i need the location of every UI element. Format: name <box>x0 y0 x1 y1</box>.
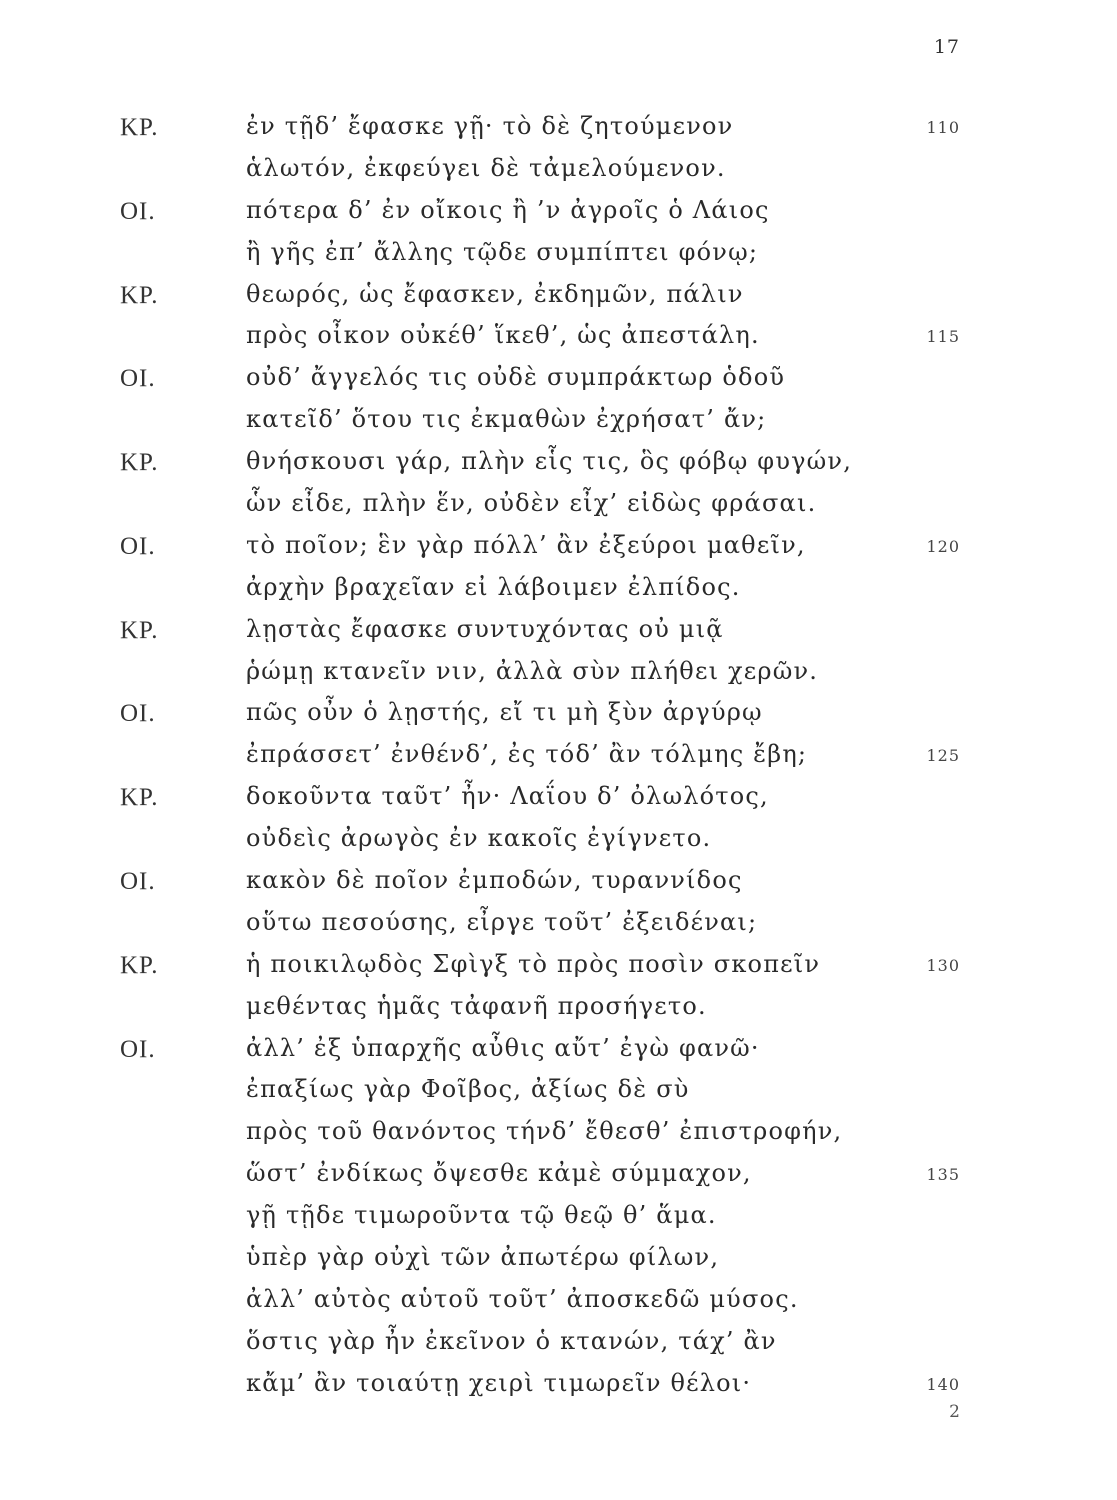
verse-line <box>0 196 1117 238</box>
verse-text: ἐπράσσετ’ ἐνθένδ’, ἐς τόδ’ ἂν τόλμης ἔβη; <box>246 740 808 769</box>
verse-text: ὥστ’ ἐνδίκως ὄψεσθε κἀμὲ σύμμαχον, <box>246 1159 752 1188</box>
verse-text: θνήσκουσι γάρ, πλὴν εἷς τις, ὃς φόβῳ φυγών, <box>246 447 853 476</box>
verse-text: ἢ γῆς ἐπ’ ἄλλης τῷδε συμπίπτει φόνῳ; <box>246 237 759 266</box>
verse-line <box>0 1159 1117 1201</box>
verse-line <box>0 657 1117 699</box>
line-number: 140 <box>926 1374 960 1394</box>
verse-text: μεθέντας ἡμᾶς τἀφανῆ προσήγετο. <box>246 991 707 1020</box>
verse-text: πρὸς οἶκον οὐκέθ’ ἵκεθ’, ὡς ἀπεστάλη. <box>246 321 760 350</box>
verse-text: κακὸν δὲ ποῖον ἐμποδών, τυραννίδος <box>246 866 743 895</box>
verse-line <box>0 112 1117 154</box>
speaker-label: ΚΡ. <box>120 449 159 477</box>
line-number: 125 <box>926 746 960 766</box>
verse-text: ἐπαξίως γὰρ Φοῖβος, ἀξίως δὲ σὺ <box>246 1075 690 1104</box>
verse-line <box>0 615 1117 657</box>
verse-text: θεωρός, ὡς ἔφασκεν, ἐκδημῶν, πάλιν <box>246 279 744 308</box>
folio-signature: 2 <box>949 1402 960 1422</box>
verse-text: οὐδ’ ἄγγελός τις οὐδὲ συμπράκτωρ ὁδοῦ <box>246 363 786 392</box>
verse-text: κἄμ’ ἂν τοιαύτῃ χειρὶ τιμωρεῖν θέλοι· <box>246 1368 752 1397</box>
verse-line <box>0 363 1117 405</box>
verse-text: ὧν εἶδε, πλὴν ἕν, οὐδὲν εἶχ’ εἰδὼς φράσαι. <box>246 489 817 518</box>
speaker-label: ΟΙ. <box>120 868 156 896</box>
speaker-label: ΚΡ. <box>120 114 159 141</box>
verse-line <box>0 1034 1117 1076</box>
line-number: 115 <box>926 327 960 347</box>
verse-text: γῇ τῇδε τιμωροῦντα τῷ θεῷ θ’ ἅμα. <box>246 1201 717 1230</box>
verse-text: ὅστις γὰρ ἦν ἐκεῖνον ὁ κτανών, τάχ’ ἂν <box>246 1326 777 1355</box>
line-number: 130 <box>926 955 960 975</box>
verse-text: ἀλλ’ αὐτὸς αὑτοῦ τοῦτ’ ἀποσκεδῶ μύσος. <box>246 1284 799 1313</box>
verse-line <box>0 280 1117 322</box>
verse-text: ῥώμῃ κτανεῖν νιν, ἀλλὰ σὺν πλήθει χερῶν. <box>246 656 819 685</box>
verse-line <box>0 405 1117 447</box>
verse-line <box>0 1243 1117 1285</box>
verse-text: ἁλωτόν, ἐκφεύγει δὲ τἀμελούμενον. <box>246 153 726 182</box>
page-number: 17 <box>933 36 960 58</box>
verse-line <box>0 1285 1117 1327</box>
verse-text: πότερα δ’ ἐν οἴκοις ἢ ’ν ἀγροῖς ὁ Λάιος <box>246 195 770 224</box>
verse-line <box>0 698 1117 740</box>
verse-text: πρὸς τοῦ θανόντος τήνδ’ ἔθεσθ’ ἐπιστροφήν, <box>246 1117 843 1146</box>
verse-line <box>0 1117 1117 1159</box>
line-number: 110 <box>926 118 960 137</box>
verse-text: πῶς οὖν ὁ λῃστής, εἴ τι μὴ ξὺν ἀργύρῳ <box>246 698 763 727</box>
verse-line <box>0 824 1117 866</box>
verse-text: τὸ ποῖον; ἓν γὰρ πόλλ’ ἂν ἐξεύροι μαθεῖν, <box>246 530 806 559</box>
verse-text: ἡ ποικιλῳδὸς Σφὶγξ τὸ πρὸς ποσὶν σκοπεῖν <box>246 949 821 978</box>
speaker-label: ΟΙ. <box>120 1035 156 1063</box>
verse-line <box>0 238 1117 280</box>
verse-line <box>0 992 1117 1034</box>
verse-line <box>0 1075 1117 1117</box>
verse-block <box>0 112 1117 1411</box>
verse-line <box>0 782 1117 824</box>
verse-text: οὕτω πεσούσης, εἶργε τοῦτ’ ἐξειδέναι; <box>246 907 758 936</box>
verse-line <box>0 573 1117 615</box>
speaker-label: ΚΡ. <box>120 616 159 644</box>
line-number: 120 <box>926 536 960 556</box>
verse-text: κατεῖδ’ ὅτου τις ἐκμαθὼν ἐχρήσατ’ ἄν; <box>246 405 767 434</box>
verse-line <box>0 321 1117 363</box>
verse-text: ὑπὲρ γὰρ οὐχὶ τῶν ἀπωτέρω φίλων, <box>246 1243 720 1272</box>
verse-line <box>0 531 1117 573</box>
speaker-label: ΚΡ. <box>120 784 159 812</box>
speaker-label: ΟΙ. <box>120 532 156 560</box>
verse-line <box>0 866 1117 908</box>
speaker-label: ΚΡ. <box>120 951 159 979</box>
verse-text: ἀλλ’ ἐξ ὑπαρχῆς αὖθις αὔτ’ ἐγὼ φανῶ· <box>246 1033 760 1062</box>
verse-text: ἐν τῇδ’ ἔφασκε γῇ· τὸ δὲ ζητούμενον <box>246 112 734 140</box>
verse-line <box>0 908 1117 950</box>
verse-text: δοκοῦντα ταῦτ’ ἦν· Λαΐου δ’ ὀλωλότος, <box>246 782 769 811</box>
verse-text: οὐδεὶς ἀρωγὸς ἐν κακοῖς ἐγίγνετο. <box>246 824 712 853</box>
speaker-label: ΟΙ. <box>120 197 156 225</box>
verse-line <box>0 950 1117 992</box>
verse-line <box>0 447 1117 489</box>
verse-line <box>0 1201 1117 1243</box>
verse-text: λῃστὰς ἔφασκε συντυχόντας οὐ μιᾷ <box>246 614 724 643</box>
speaker-label: ΟΙ. <box>120 365 156 393</box>
verse-text: ἀρχὴν βραχεῖαν εἰ λάβοιμεν ἐλπίδος. <box>246 572 741 601</box>
line-number: 135 <box>926 1165 960 1185</box>
speaker-label: ΚΡ. <box>120 281 159 309</box>
verse-line <box>0 740 1117 782</box>
speaker-label: ΟΙ. <box>120 700 156 728</box>
verse-line <box>0 1327 1117 1369</box>
verse-line <box>0 154 1117 196</box>
verse-line <box>0 489 1117 531</box>
